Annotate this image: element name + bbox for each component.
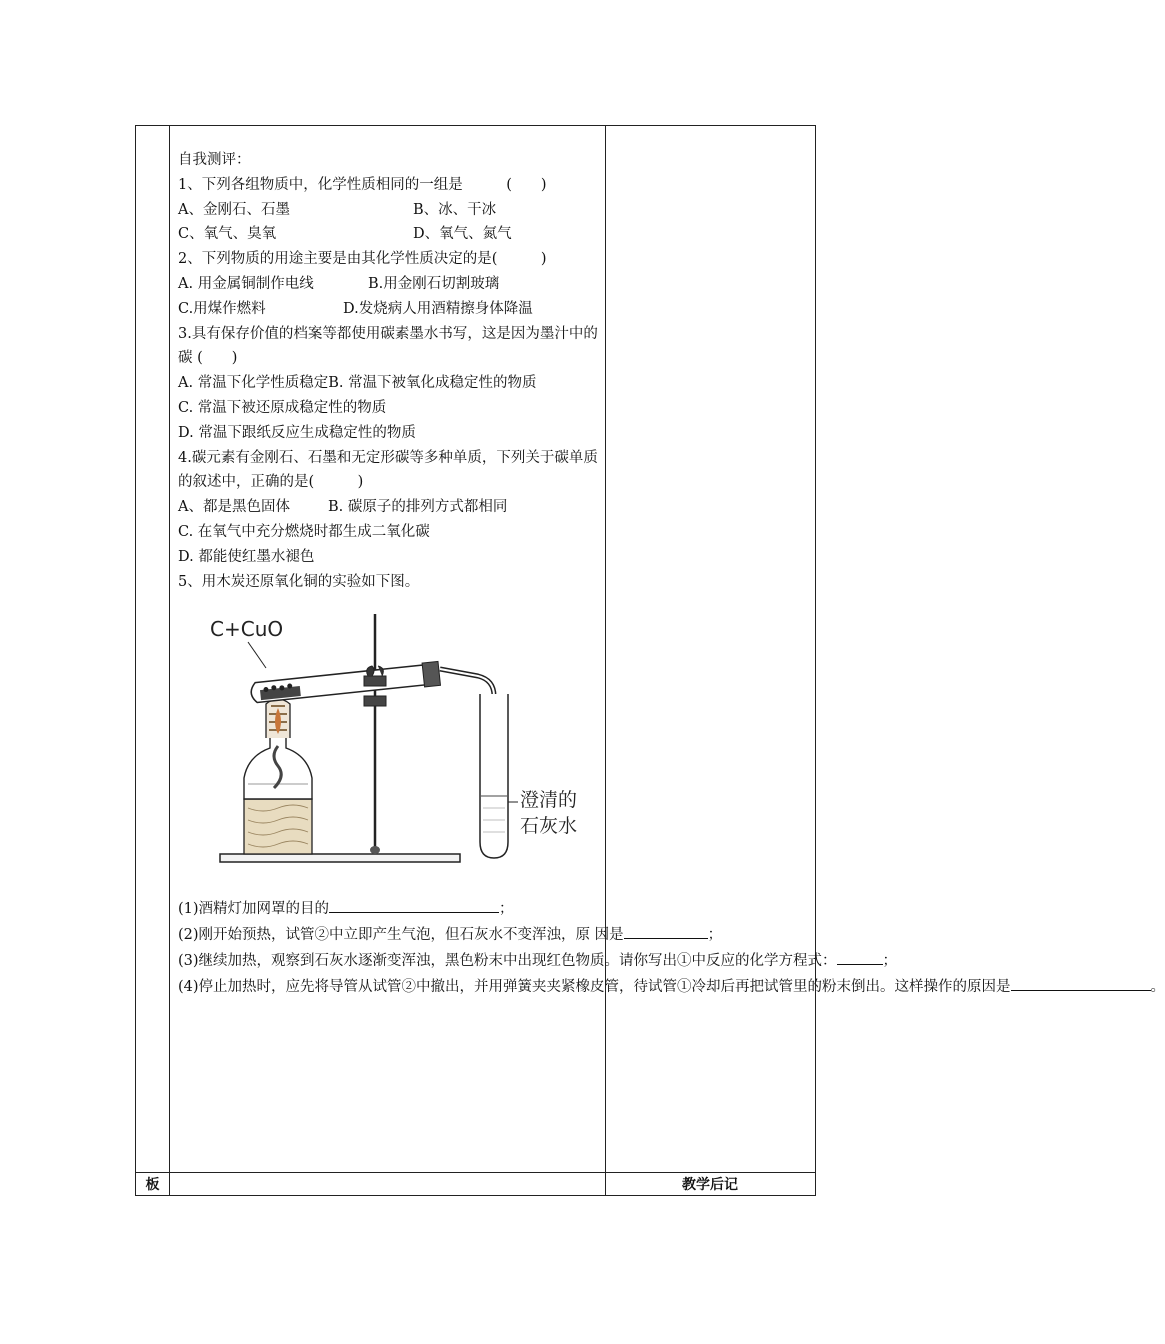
footer-right-label: 教学后记	[682, 1177, 738, 1193]
option-c: C、氧气、臭氧	[178, 226, 277, 243]
option-c: C.用煤作燃料	[178, 300, 266, 317]
question-2-options-row-1	[178, 272, 608, 297]
rubber-stopper	[422, 662, 440, 688]
question-3-option-c: C. 常温下被还原成稳定性的物质	[178, 399, 387, 416]
sub-question-2: (2)刚开始预热，试管②中立即产生气泡，但石灰水不变浑浊，原 因是 ；	[178, 922, 608, 948]
answer-blank-3[interactable]	[837, 948, 883, 965]
question-3-stem: 3.具有保存价值的档案等都使用碳素墨水书写，这是因为墨汁中的碳 ( )	[178, 325, 598, 367]
clamp-top	[364, 676, 386, 686]
option-b: B、冰、干冰	[413, 201, 497, 218]
option-d: D、氧气、氮气	[413, 226, 512, 243]
question-1-stem: 1、下列各组物质中，化学性质相同的一组是 ( )	[178, 176, 547, 193]
label-limewater-1: 澄清的	[520, 789, 578, 812]
question-4-option-c: C. 在氧气中充分燃烧时都生成二氧化碳	[178, 523, 430, 540]
question-5-stem: 5、用木炭还原氧化铜的实验如下图。	[178, 573, 420, 590]
question-4-option-d: D. 都能使红墨水褪色	[178, 548, 315, 565]
test-tube-2	[480, 694, 508, 858]
lesson-table	[135, 125, 1165, 1196]
option-b: B.用金刚石切割玻璃	[368, 275, 500, 292]
main-content	[178, 148, 1165, 1000]
question-1-options-row-2	[178, 222, 608, 247]
column-divider-left	[169, 126, 170, 1195]
section-title: 自我测评：	[178, 152, 251, 168]
option-a: A、金刚石、石墨	[178, 201, 290, 218]
answer-blank-4[interactable]	[1011, 974, 1151, 991]
option-a: A. 用金属铜制作电线	[178, 275, 314, 292]
question-2-options-row-2	[178, 297, 608, 322]
test-tube-1	[250, 662, 440, 706]
label-reactant: C+CuO	[210, 617, 284, 642]
stand-base	[220, 854, 460, 862]
footer-left-label: 板	[145, 1177, 160, 1193]
row-divider	[136, 1172, 815, 1173]
label-limewater-2: 石灰水	[520, 815, 578, 838]
sub-question-4: (4)停止加热时，应先将导管从试管②中撤出，并用弹簧夹夹紧橡皮管，待试管①冷却后再把试管里的粉末倒出。这样操作的原因是 。	[178, 974, 608, 1000]
sub-question-3: (3)继续加热，观察到石灰水逐渐变浑浊，黑色粉末中出现红色物质。请你写出①中反应的化学方程式： ；	[178, 948, 608, 974]
apparatus-diagram	[178, 596, 608, 896]
question-4-stem: 4.碳元素有金刚石、石墨和无定形碳等多种单质，下列关于碳单质的叙述中，正确的是( )	[178, 449, 598, 491]
sub-question-1: (1)酒精灯加网罩的目的 ；	[178, 896, 608, 922]
experiment-figure	[178, 596, 608, 896]
question-1-options-row-1	[178, 198, 608, 223]
rod-foot	[370, 846, 380, 854]
option-b: B. 碳原子的排列方式都相同	[328, 499, 508, 516]
question-3-option-ab: A. 常温下化学性质稳定B. 常温下被氧化成稳定性的物质	[178, 375, 537, 392]
question-2-stem: 2、下列物质的用途主要是由其化学性质决定的是( )	[178, 251, 547, 268]
clamp-bottom	[364, 696, 386, 706]
answer-blank-1[interactable]	[329, 896, 499, 913]
answer-blank-2[interactable]	[624, 922, 708, 939]
question-3-option-d: D. 常温下跟纸反应生成稳定性的物质	[178, 424, 416, 441]
question-4-options-row-1	[178, 495, 608, 520]
option-a: A、都是黑色固体	[178, 499, 290, 516]
option-d: D.发烧病人用酒精擦身体降温	[343, 300, 533, 317]
